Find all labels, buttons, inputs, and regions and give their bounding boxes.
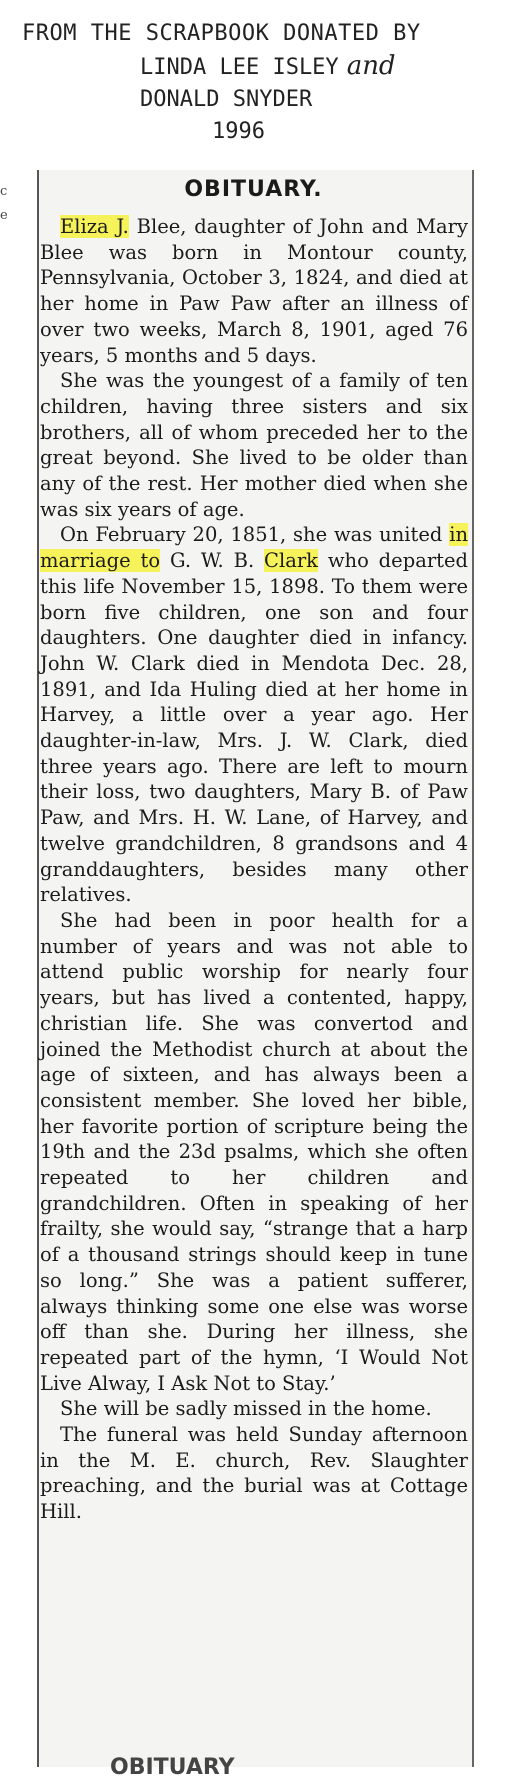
paragraph-3-text: who departed this life November 15, 1898. To them were born five children, one son and four daughters. One daughter died in infancy. John W. Clark died in Mendota Dec. 28, 1891, and Ida Huling died at her home in Harvey, a little over a year ago. Her daughter-in-law, Mrs. J. W. Clark, died three years ago. There are left to mourn their loss, two daughters, Mary B. of Paw Paw, and Mrs. H. W. Lane, of Harvey, and twelve grandchildren, 8 grandsons and 4 granddaughters, besides many other relatives. — [40, 549, 468, 907]
paragraph-1-text: Blee, daughter of John and Mary Blee was born in Montour county, Pennsylvania, October 3, 1824, and died at her home in Paw Paw after an illness of over two weeks, March 8, 1901, aged 76 years, 5 months and 5 days. — [40, 215, 469, 367]
adjacent-column-fragment: c e — [0, 184, 8, 223]
obituary-title: OBITUARY. — [184, 177, 323, 202]
header-line-1: FROM THE SCRAPBOOK DONATED BY — [22, 21, 421, 46]
obituary-body — [40, 214, 468, 1525]
header-line-3: DONALD SNYDER — [140, 87, 313, 112]
paragraph-3-mid: G. W. B. — [160, 549, 265, 573]
paragraph-5: She will be sadly missed in the home. — [60, 1397, 432, 1421]
header-line-2 — [0, 50, 519, 84]
paragraph-6: The funeral was held Sunday afternoon in the M. E. church, Rev. Slaughter preaching, and the burial was at Cottage Hill. — [40, 1423, 468, 1524]
paragraph-3 — [40, 522, 468, 908]
highlighted-clark: Clark — [264, 549, 318, 573]
highlighted-name: Eliza J. — [60, 215, 129, 238]
scrapbook-header — [0, 18, 519, 148]
highlighted-marriage: in marriage to — [40, 523, 468, 573]
next-article-fragment: OBITUARY — [110, 1755, 235, 1780]
paragraph-1 — [40, 214, 468, 368]
paragraph-3-lead: On February 20, 1851, she was united — [60, 523, 450, 547]
handwritten-and: and — [346, 51, 396, 81]
header-donor-name: LINDA LEE ISLEY — [140, 55, 339, 80]
header-year: 1996 — [212, 119, 265, 144]
paragraph-4: She had been in poor health for a number of years and was not able to attend public worship for nearly four years, but has lived a contented, happy, christian life. She was convertod and joined the Methodist church at about the age of sixteen, and has always been a consistent member. She loved her bible, her favorite portion of scripture being the 19th and the 23d psalms, which she often repeated to her children and grandchildren. Often in speaking of her frailty, she would say, “strange that a harp of a thousand strings should keep in tune so long.” She was a patient sufferer, always thinking some one else was worse off than she. During her illness, she repeated part of the hymn, ‘I Would Not Live Alway, I Ask Not to Stay.’ — [40, 908, 468, 1395]
paragraph-2: She was the youngest of a family of ten children, having three sisters and six brothers, all of whom preceded her to the great beyond. She lived to be older than any of the rest. Her mother died when she was six years of age. — [40, 369, 468, 521]
